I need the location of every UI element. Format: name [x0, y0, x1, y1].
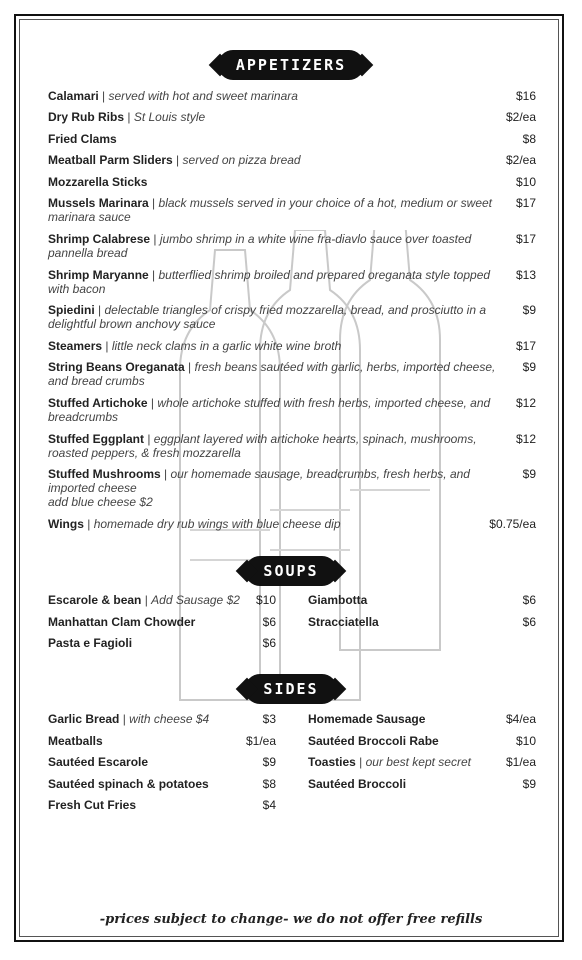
- item-name: Calamari: [48, 89, 99, 103]
- item-name: Meatballs: [48, 733, 103, 748]
- item-price: $9: [262, 755, 276, 769]
- item-separator: |: [141, 593, 152, 607]
- item-name: Garlic Bread: [48, 712, 120, 726]
- item-separator: |: [160, 467, 171, 481]
- item-price: $6: [522, 593, 536, 607]
- item-price: $10: [255, 593, 276, 607]
- item-separator: |: [150, 232, 160, 246]
- appetizer-item: [48, 89, 536, 103]
- item-description: our homemade sausage, breadcrumbs, fresh herbs, and imported cheese: [48, 467, 470, 495]
- item-price: $17: [515, 196, 536, 210]
- item-name: Wings: [48, 517, 84, 531]
- appetizer-item: [48, 432, 536, 460]
- item-name: Giambotta: [308, 593, 368, 607]
- item-price: $12: [515, 432, 536, 446]
- item-separator: |: [98, 89, 109, 103]
- appetizer-item: [48, 132, 536, 146]
- item-price: $2/ea: [505, 153, 536, 167]
- item-name: Shrimp Calabrese: [48, 232, 151, 246]
- side-item: [308, 755, 536, 769]
- item-name: Dry Rub Ribs: [48, 110, 125, 124]
- appetizer-item: [48, 232, 536, 260]
- item-name: Stuffed Mushrooms: [48, 467, 161, 481]
- item-description: little neck clams in a garlic white wine broth: [111, 339, 342, 353]
- sides-banner: [0, 674, 582, 704]
- item-description: St Louis style: [133, 110, 206, 124]
- side-item: [308, 734, 536, 748]
- item-price: $10: [515, 733, 536, 748]
- item-name: Toasties: [308, 755, 356, 769]
- item-name: Escarole & bean: [48, 593, 142, 607]
- item-price: $3: [262, 712, 276, 726]
- item-separator: |: [355, 755, 366, 769]
- item-name: Sautéed Escarole: [48, 755, 149, 769]
- item-separator: |: [148, 268, 159, 282]
- appetizer-item: [48, 110, 536, 124]
- item-name: Shrimp Maryanne: [48, 268, 149, 282]
- item-price: $1/ea: [505, 755, 536, 769]
- item-description: our best kept secret: [365, 755, 471, 769]
- item-description: Add Sausage $2: [151, 593, 240, 607]
- item-price: $6: [262, 636, 276, 650]
- item-description: served on pizza bread: [182, 153, 301, 167]
- side-item: [48, 798, 276, 812]
- item-price: $9: [522, 303, 536, 317]
- item-name: Stuffed Eggplant: [48, 432, 144, 446]
- item-name: Steamers: [48, 339, 103, 353]
- side-item: [48, 755, 276, 769]
- item-separator: |: [147, 396, 158, 410]
- item-price: $17: [515, 339, 536, 353]
- item-description: homemade dry rub wings with blue cheese dip: [93, 517, 341, 531]
- item-separator: |: [124, 110, 134, 124]
- item-name: Sautéed spinach & potatoes: [48, 776, 209, 791]
- item-price: $17: [515, 232, 536, 246]
- appetizer-item: [48, 339, 536, 353]
- appetizer-item: [48, 175, 536, 189]
- appetizer-item: [48, 153, 536, 167]
- item-description: served with hot and sweet marinara: [108, 89, 298, 103]
- item-name: Sautéed Broccoli Rabe: [308, 733, 439, 748]
- soup-item: [48, 636, 276, 650]
- side-item: [308, 712, 536, 726]
- item-price: $12: [515, 396, 536, 410]
- item-name: Meatball Parm Sliders: [48, 153, 173, 167]
- soup-item: [308, 593, 536, 607]
- appetizer-item: [48, 517, 536, 531]
- item-price: $9: [522, 360, 536, 374]
- item-name: Sautéed Broccoli: [308, 776, 407, 791]
- item-name: Manhattan Clam Chowder: [48, 614, 196, 629]
- item-description: whole artichoke stuffed with fresh herbs, imported cheese, and breadcrumbs: [48, 396, 491, 424]
- sides-heading: SIDES: [245, 674, 336, 704]
- appetizer-item: [48, 196, 536, 224]
- side-item: [48, 712, 276, 726]
- appetizer-item: [48, 396, 536, 424]
- item-description: delectable triangles of crispy fried mozzarella, bread, and prosciutto in a delightful brown anchovy sauce: [48, 303, 487, 331]
- footer-note: -prices subject to change- we do not offer free refills: [99, 912, 483, 927]
- item-name: Pasta e Fagioli: [48, 636, 133, 650]
- item-separator: |: [184, 360, 195, 374]
- soups-banner: [0, 556, 582, 586]
- item-separator: |: [144, 432, 154, 446]
- item-price: $6: [262, 614, 276, 629]
- soup-item: [48, 615, 276, 629]
- item-separator: |: [102, 339, 112, 353]
- item-price: $4: [262, 798, 276, 812]
- item-addon: add blue cheese $2: [48, 495, 153, 509]
- soup-item: [48, 593, 276, 607]
- item-description: fresh beans sautéed with garlic, herbs, imported cheese, and bread crumbs: [48, 360, 496, 388]
- item-separator: |: [83, 517, 94, 531]
- item-separator: |: [119, 712, 130, 726]
- appetizer-item: [48, 360, 536, 388]
- appetizer-item: [48, 268, 536, 296]
- item-name: Spiedini: [48, 303, 95, 317]
- item-price: $8: [522, 132, 536, 146]
- side-item: [308, 777, 536, 791]
- item-description: eggplant layered with artichoke hearts, spinach, mushrooms, roasted peppers, & fresh mozzarella: [48, 432, 477, 460]
- item-price: $8: [262, 776, 276, 791]
- item-price: $1/ea: [245, 733, 276, 748]
- item-price: $2/ea: [505, 110, 536, 124]
- soup-item: [308, 615, 536, 629]
- item-price: $13: [515, 268, 536, 282]
- item-separator: |: [94, 303, 105, 317]
- item-price: $6: [522, 614, 536, 629]
- item-name: Mussels Marinara: [48, 196, 149, 210]
- item-price: $10: [515, 175, 536, 189]
- item-description: butterflied shrimp broiled and prepared oreganata style topped with bacon: [48, 268, 491, 296]
- item-name: String Beans Oreganata: [48, 360, 185, 374]
- item-separator: |: [172, 153, 183, 167]
- item-name: Stuffed Artichoke: [48, 396, 148, 410]
- side-item: [48, 734, 276, 748]
- item-name: Stracciatella: [308, 614, 379, 629]
- item-price: $16: [515, 89, 536, 103]
- appetizers-heading: APPETIZERS: [218, 50, 364, 80]
- item-separator: |: [148, 196, 159, 210]
- item-price: $9: [522, 776, 536, 791]
- item-description: with cheese $4: [129, 712, 210, 726]
- side-item: [48, 777, 276, 791]
- item-name: Fried Clams: [48, 132, 117, 146]
- soups-heading: SOUPS: [245, 556, 336, 586]
- appetizer-item: [48, 467, 536, 509]
- item-name: Fresh Cut Fries: [48, 798, 137, 812]
- item-price: $0.75/ea: [489, 517, 536, 531]
- item-description: jumbo shrimp in a white wine fra-diavlo sauce over toasted pannella bread: [48, 232, 472, 260]
- appetizers-banner: [0, 50, 582, 80]
- item-price: $9: [522, 467, 536, 481]
- item-price: $4/ea: [505, 712, 536, 726]
- item-name: Homemade Sausage: [308, 712, 426, 726]
- appetizer-item: [48, 303, 536, 331]
- item-name: Mozzarella Sticks: [48, 175, 148, 189]
- item-description: black mussels served in your choice of a hot, medium or sweet marinara sauce: [48, 196, 492, 224]
